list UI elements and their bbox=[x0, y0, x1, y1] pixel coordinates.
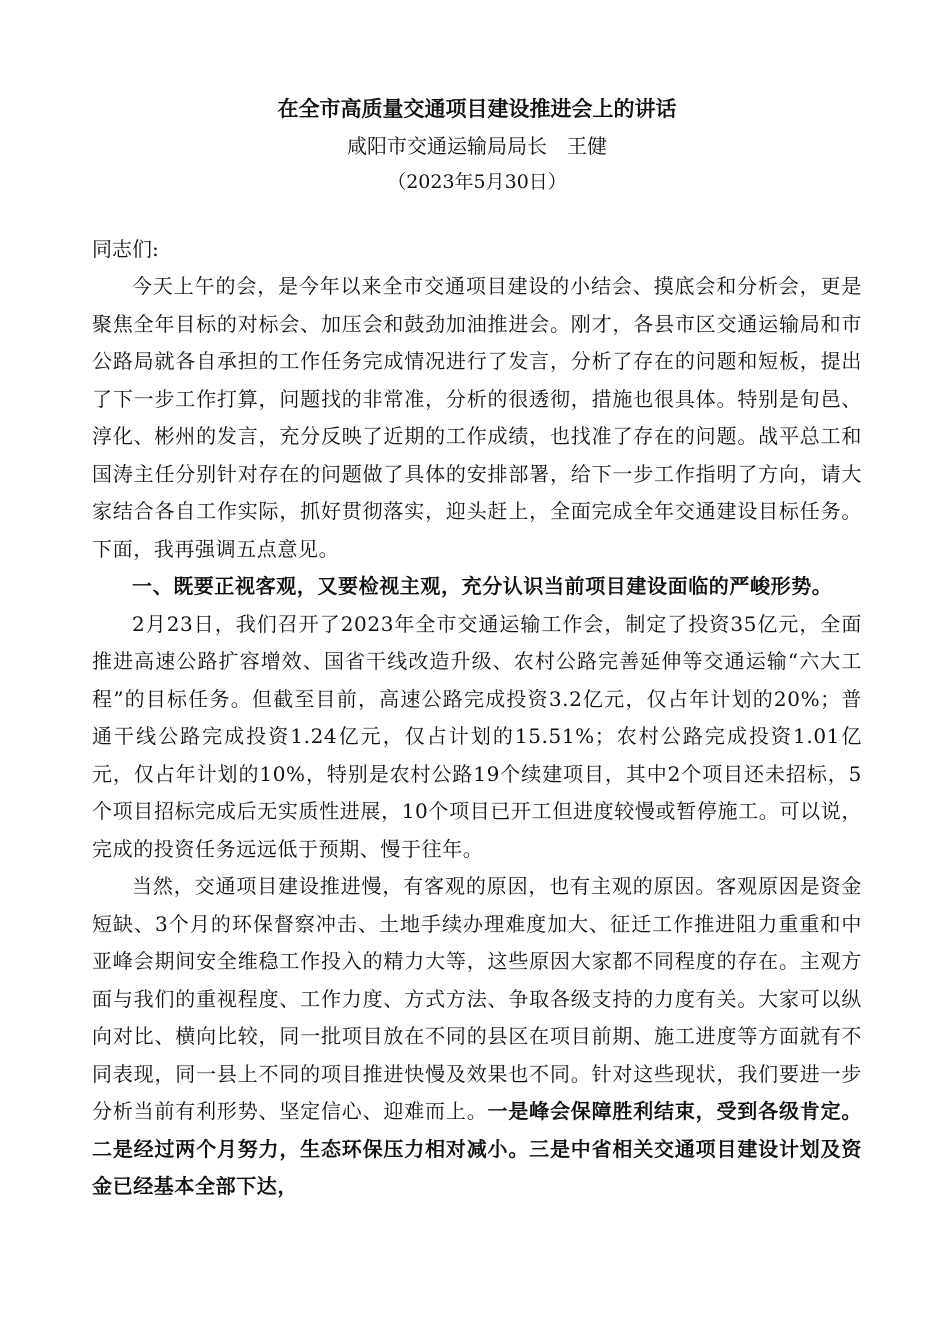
author-line: 咸阳市交通运输局局长 王健 bbox=[347, 134, 607, 158]
paragraph-opening: 今天上午的会，是今年以来全市交通项目建设的小结会、摸底会和分析会，更是聚焦全年目标的对标会、加压会和鼓劲加油推进会。刚才，各县市区交通运输局和市公路局就各自承担的工作任务完成情况进行了发言，分析了存在的问题和短板，提出了下一步工作打算，问题找的非常准，分析的很透彻，措施也很具体。特别是旬邑、淳化、彬州的发言，充分反映了近期的工作成绩，也找准了存在的问题。战平总工和国涛主任分别针对存在的问题做了具体的安排部署，给下一步工作指明了方向，请大家结合各自工作实际，抓好贯彻落实，迎头赶上，全面完成全年交通建设目标任务。下面，我再强调五点意见。 bbox=[92, 274, 862, 561]
section-heading-1: 一、既要正视客观，又要检视主观，充分认识当前项目建设面临的严峻形势。 bbox=[132, 574, 833, 598]
document-page bbox=[92, 95, 862, 1206]
paragraph-analysis bbox=[92, 868, 862, 1206]
paragraph-investment-status: 2月23日，我们召开了2023年全市交通运输工作会，制定了投资35亿元，全面推进高速公路扩容增效、国省干线改造升级、农村公路完善延伸等交通运输“六大工程”的目标任务。但截至目前，高速公路完成投资3.2亿元，仅占年计划的20%；普通干线公路完成投资1.24亿元，仅占计划的15.51%；农村公路完成投资1.01亿元，仅占年计划的10%，特别是农村公路19个续建项目，其中2个项目还未招标，5个项目招标完成后无实质性进展，10个项目已开工但进度较慢或暂停施工。可以说，完成的投资任务远远低于预期、慢于往年。 bbox=[92, 611, 862, 861]
paragraph-analysis-text: 当然，交通项目建设推进慢，有客观的原因，也有主观的原因。客观原因是资金短缺、3个月的环保督察冲击、土地手续办理难度加大、征迁工作推进阻力重重和中亚峰会期间安全维稳工作投入的精力大等，这些原因大家都不同程度的存在。主观方面与我们的重视程度、工作力度、方式方法、争取各级支持的力度有关。大家可以纵向对比、横向比较，同一批项目放在不同的县区在项目前期、施工进度等方面就有不同表现，同一县上不同的项目推进快慢及效果也不同。针对这些现状，我们要进一步分析当前有利形势、坚定信心、迎难而上。 bbox=[92, 874, 862, 1123]
date-line: （2023年5月30日） bbox=[387, 171, 567, 193]
paragraph-analysis-bold: 一是峰会保障胜利结束，受到各级肯定。二是经过两个月努力，生态环保压力相对减小。三是中省相关交通项目建设计划及资金已经基本全部下达， bbox=[92, 1099, 862, 1198]
document-title: 在全市高质量交通项目建设推进会上的讲话 bbox=[277, 96, 677, 121]
salutation: 同志们: bbox=[92, 237, 159, 261]
